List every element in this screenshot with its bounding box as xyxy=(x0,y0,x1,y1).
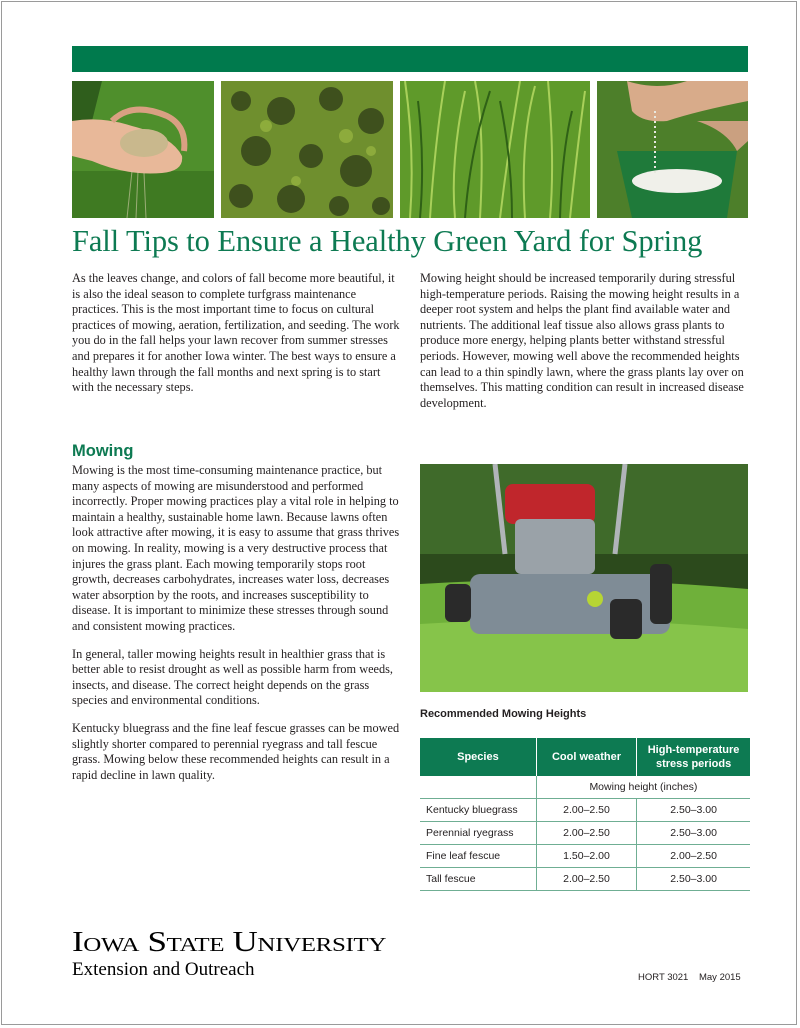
hort-code: HORT 3021 xyxy=(638,972,689,983)
table-header-row xyxy=(420,738,750,776)
page-title: Fall Tips to Ensure a Healthy Green Yard for Spring xyxy=(72,224,703,258)
cell-hot: 2.50–3.00 xyxy=(637,799,750,822)
intro-paragraph: As the leaves change, and colors of fall become more beautiful, it is also the ideal season to complete turfgrass maintenance practices. This is the most important time to focus on cultural practices of mowing, aeration, fertilization, and seeding. The work you do in the fall helps your lawn recover from summer stresses and prepares it for another Iowa winter. The best ways to ensure a healthy lawn through the fall months and next spring is to start with the necessary steps. xyxy=(72,271,400,395)
mowing-paragraph-1: Mowing is the most time-consuming maintenance practice, but many aspects of mowing are misunderstood and performed incorrectly. Proper mowing practices play a vital role in helping to maintain a healthy, sustainable home lawn. Because lawns often look attractive after mowing, it is easy to assume that grass thrives on mowing. In reality, mowing is a very destructive process that injures the grass plant. Each mowing temporarily stops root growth, decreases carbohydrates, increases water loss, decreases water absorption by the roots, and increases susceptibility to disease. It is important to minimize these stresses through sound and consistent mowing practices. xyxy=(72,463,400,633)
cell-hot: 2.50–3.00 xyxy=(637,822,750,845)
header-species: Species xyxy=(420,738,536,776)
left-column xyxy=(72,271,402,783)
cell-cool: 1.50–2.00 xyxy=(536,845,636,868)
photo-fertilizer-spreader xyxy=(597,81,748,218)
header-cool-weather: Cool weather xyxy=(536,738,636,776)
right-column xyxy=(420,271,750,411)
university-name xyxy=(72,928,388,956)
publication-date: May 2015 xyxy=(698,972,741,983)
cell-cool: 2.00–2.50 xyxy=(536,799,636,822)
cell-hot: 2.50–3.00 xyxy=(637,868,750,891)
cell-species: Perennial ryegrass xyxy=(420,822,536,845)
photo-tall-grass xyxy=(400,81,590,218)
table-caption: Recommended Mowing Heights xyxy=(420,708,587,720)
mowing-paragraph-4: Mowing height should be increased temporarily during stressful high-temperature periods. Raising the mowing height results in a deeper root system and helps the plant find available water and nutrients. The additional leaf tissue also allows grass plants to produce more energy, helping plants better withstand stressful periods. However, mowing well above the recommended heights can lead to a thin spindly lawn, where the grass plants lay over on themselves. This matting condition can result in increased disease development. xyxy=(420,271,744,410)
cell-species: Fine leaf fescue xyxy=(420,845,536,868)
mowing-heights-table xyxy=(420,738,750,891)
cell-species: Tall fescue xyxy=(420,868,536,891)
table-row xyxy=(420,868,750,891)
university-logo xyxy=(72,928,388,981)
cell-hot: 2.00–2.50 xyxy=(637,845,750,868)
photo-lawn-mower xyxy=(420,464,748,692)
photo-grass-seedlings xyxy=(221,81,393,218)
cell-species: Kentucky bluegrass xyxy=(420,799,536,822)
extension-subtitle: Extension and Outreach xyxy=(72,959,255,980)
table-row xyxy=(420,799,750,822)
header-high-temp: High-temperature stress periods xyxy=(637,738,750,776)
header-bar xyxy=(72,46,748,72)
photo-hand-seed xyxy=(72,81,214,218)
cell-cool: 2.00–2.50 xyxy=(536,822,636,845)
university-name-text: Iowa State University xyxy=(72,928,386,956)
section-heading-mowing: Mowing xyxy=(72,442,134,460)
table-row xyxy=(420,822,750,845)
publication-code xyxy=(638,972,741,983)
table-subheader-row xyxy=(420,776,750,799)
subheader-mowing-height: Mowing height (inches) xyxy=(536,776,750,799)
table-row xyxy=(420,845,750,868)
mowing-paragraph-3: Kentucky bluegrass and the fine leaf fescue grasses can be mowed slightly shorter compared to perennial ryegrass and tall fescue grass. Mowing below these recommended heights can result in a rapid decline in lawn quality. xyxy=(72,720,400,782)
cell-cool: 2.00–2.50 xyxy=(536,868,636,891)
mowing-paragraph-2: In general, taller mowing heights result in healthier grass that is better able to resist drought as well as possible harm from weeds, insects, and disease. The correct height depends on the grass species and environmental conditions. xyxy=(72,646,394,708)
